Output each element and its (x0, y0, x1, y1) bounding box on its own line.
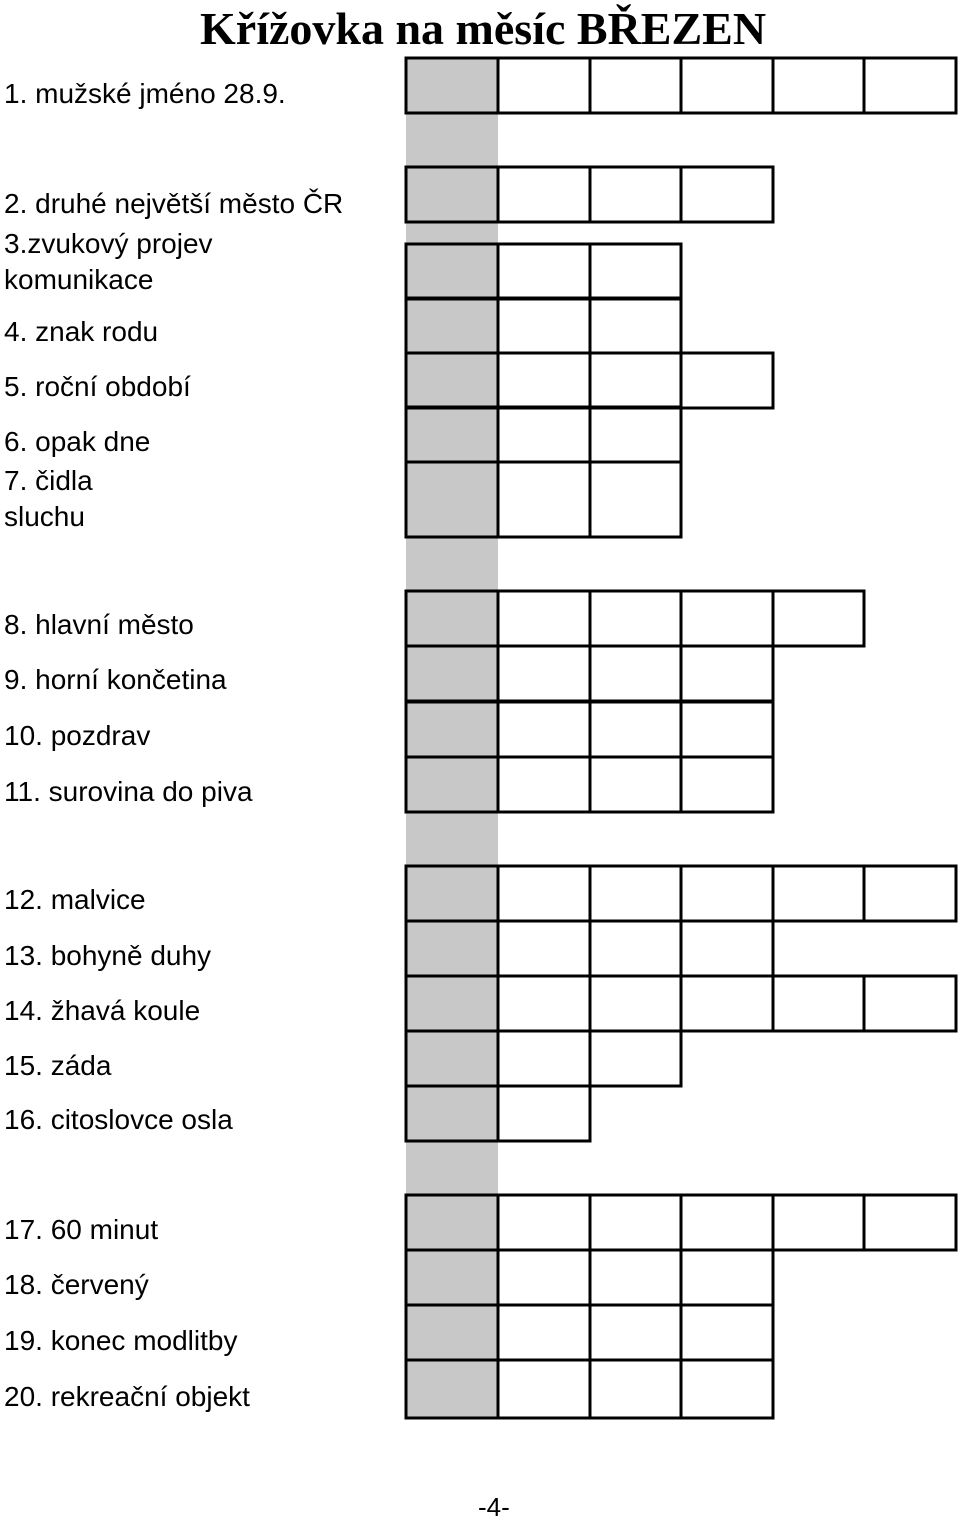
answer-cell[interactable] (864, 58, 956, 113)
answer-cell[interactable] (498, 407, 590, 462)
clue-14: 14. žhavá koule (4, 995, 201, 1026)
answer-cell[interactable] (590, 921, 681, 976)
answer-cell[interactable] (681, 757, 773, 812)
answer-cell[interactable] (681, 1360, 773, 1418)
answer-cell[interactable] (498, 1086, 590, 1141)
clue-15: 15. záda (4, 1050, 112, 1081)
answer-cell[interactable] (681, 702, 773, 757)
answer-cell[interactable] (498, 298, 590, 353)
answer-cell[interactable] (498, 921, 590, 976)
clue-7: 7. čidla sluchu (4, 465, 93, 532)
answer-cell[interactable] (864, 1195, 956, 1250)
clue-13: 13. bohyně duhy (4, 940, 212, 971)
answer-cell[interactable] (590, 353, 681, 408)
solution-column (406, 58, 498, 1418)
answer-cell[interactable] (498, 976, 590, 1031)
answer-cell[interactable] (681, 646, 773, 701)
answer-cell[interactable] (590, 298, 681, 353)
answer-cell[interactable] (498, 1195, 590, 1250)
answer-cell[interactable] (590, 976, 681, 1031)
answer-cell[interactable] (681, 1195, 773, 1250)
answer-cell[interactable] (590, 407, 681, 462)
clue-17: 17. 60 minut (4, 1214, 159, 1245)
answer-cell[interactable] (681, 976, 773, 1031)
answer-cell[interactable] (681, 1305, 773, 1360)
clue-10: 10. pozdrav (4, 720, 151, 751)
answer-cell[interactable] (590, 646, 681, 701)
clue-5: 5. roční období (4, 371, 191, 402)
answer-cell[interactable] (590, 462, 681, 537)
answer-cell[interactable] (590, 866, 681, 921)
answer-cell[interactable] (773, 866, 864, 921)
answer-cell[interactable] (590, 1250, 681, 1305)
answer-cell[interactable] (498, 1250, 590, 1305)
answer-cell[interactable] (773, 976, 864, 1031)
answer-cell[interactable] (498, 1305, 590, 1360)
clue-16: 16. citoslovce osla (4, 1104, 233, 1135)
answer-cell[interactable] (681, 591, 773, 646)
answer-cell[interactable] (773, 58, 864, 113)
answer-cell[interactable] (681, 353, 773, 408)
page-title: Křížovka na měsíc BŘEZEN (200, 3, 767, 54)
answer-cell[interactable] (498, 353, 590, 408)
clue-6: 6. opak dne (4, 426, 151, 457)
clue-11: 11. surovina do piva (4, 776, 253, 807)
answer-cell[interactable] (590, 1360, 681, 1418)
answer-cell[interactable] (864, 976, 956, 1031)
clue-2: 2. druhé největší město ČR (4, 188, 344, 219)
answer-cell[interactable] (590, 1305, 681, 1360)
answer-cell[interactable] (590, 1031, 681, 1086)
clue-12: 12. malvice (4, 884, 146, 915)
answer-cell[interactable] (773, 1195, 864, 1250)
answer-cell[interactable] (590, 591, 681, 646)
answer-cell[interactable] (498, 58, 590, 113)
answer-cell[interactable] (498, 1031, 590, 1086)
answer-cell[interactable] (498, 866, 590, 921)
clue-20: 20. rekreační objekt (4, 1381, 250, 1412)
answer-cell[interactable] (864, 866, 956, 921)
answer-cell[interactable] (590, 702, 681, 757)
clue-9: 9. horní končetina (4, 664, 227, 695)
answer-cell[interactable] (498, 757, 590, 812)
answer-cell[interactable] (498, 646, 590, 701)
answer-cell[interactable] (498, 167, 590, 222)
clue-19: 19. konec modlitby (4, 1325, 238, 1356)
clue-1: 1. mužské jméno 28.9. (4, 78, 286, 109)
answer-cell[interactable] (590, 757, 681, 812)
page-number: -4- (478, 1492, 510, 1522)
clue-4: 4. znak rodu (4, 316, 159, 347)
answer-cell[interactable] (590, 58, 681, 113)
clue-18: 18. červený (4, 1269, 149, 1300)
answer-cell[interactable] (681, 58, 773, 113)
clue-8: 8. hlavní město (4, 609, 194, 640)
answer-cell[interactable] (590, 244, 681, 299)
answer-cell[interactable] (681, 866, 773, 921)
answer-cell[interactable] (681, 1250, 773, 1305)
clue-3: 3.zvukový projev komunikace (4, 228, 213, 295)
answer-cell[interactable] (590, 1195, 681, 1250)
answer-cell[interactable] (498, 591, 590, 646)
answer-cell[interactable] (590, 167, 681, 222)
answer-cell[interactable] (773, 591, 864, 646)
answer-cell[interactable] (498, 1360, 590, 1418)
answer-cell[interactable] (681, 167, 773, 222)
answer-cell[interactable] (498, 244, 590, 299)
answer-cell[interactable] (498, 702, 590, 757)
answer-cell[interactable] (681, 921, 773, 976)
answer-cell[interactable] (498, 462, 590, 537)
